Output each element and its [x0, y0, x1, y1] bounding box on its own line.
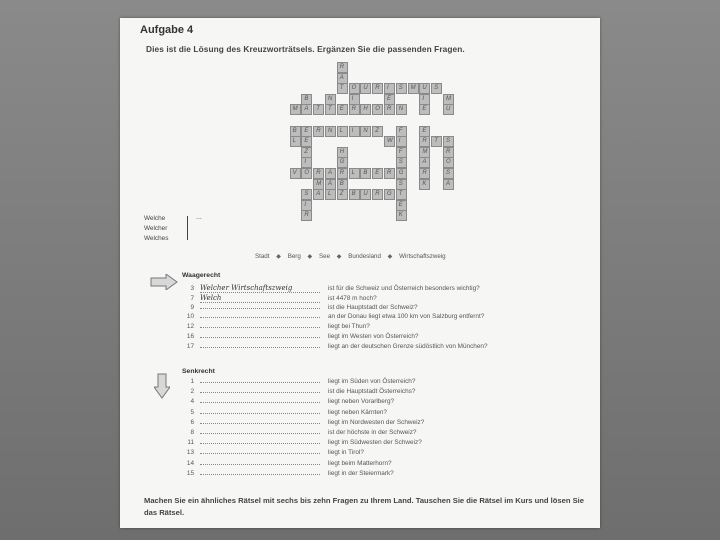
crossword-letter: S: [398, 85, 403, 92]
question-word: Welches: [144, 235, 169, 242]
crossword-letter: I: [398, 138, 401, 145]
answer-field[interactable]: [200, 474, 320, 475]
worksheet-page: [120, 18, 600, 528]
crossword-letter: U: [363, 191, 368, 198]
crossword-letter: A: [328, 180, 333, 187]
crossword-cell: [349, 126, 360, 137]
crossword-letter: M: [292, 106, 298, 113]
crossword-letter: E: [422, 127, 427, 134]
answer-field[interactable]: [200, 443, 320, 444]
crossword-letter: M: [316, 180, 322, 187]
crossword-letter: V: [292, 170, 297, 176]
clue-number: 1: [190, 378, 194, 385]
clue-row: [182, 388, 415, 397]
diamond-icon: ◆: [276, 253, 281, 260]
clue-row: [182, 333, 418, 342]
crossword-letter: G: [398, 170, 404, 176]
clue-number: 7: [190, 294, 194, 302]
answer-field[interactable]: Welch: [200, 294, 320, 303]
crossword-letter: E: [398, 201, 403, 208]
clue-row: [182, 409, 387, 418]
clue-number: 9: [190, 303, 194, 311]
crossword-letter: T: [328, 106, 332, 113]
clue-text: ist der höchste in der Schweiz?: [328, 429, 417, 436]
clue-text: liegt an der deutschen Grenze südöstlich von München?: [328, 342, 488, 350]
crossword-letter: N: [328, 95, 333, 102]
crossword-letter: A: [446, 180, 451, 187]
answer-field[interactable]: [200, 464, 320, 465]
crossword-letter: H: [363, 106, 368, 113]
crossword-letter: R: [304, 212, 309, 219]
crossword-letter: S: [304, 191, 309, 198]
clue-text: ist 4478 m hoch?: [328, 294, 377, 302]
question-word: Welcher: [144, 225, 168, 232]
legend-item: Berg: [287, 253, 301, 260]
crossword-letter: R: [446, 148, 451, 155]
crossword-letter: A: [304, 106, 309, 113]
crossword-cell: [384, 83, 395, 94]
crossword-letter: R: [339, 170, 345, 176]
crossword-letter: S: [398, 159, 403, 166]
clue-number: 12: [186, 323, 194, 331]
crossword-letter: I: [304, 159, 307, 166]
crossword-letter: A: [328, 170, 333, 176]
crossword-letter: R: [351, 106, 356, 113]
clue-row: [182, 294, 377, 303]
clue-number: 10: [186, 313, 194, 321]
crossword-letter: E: [387, 95, 392, 102]
crossword-letter: Z: [304, 148, 309, 155]
crossword-letter: T: [316, 106, 320, 113]
clue-row: [182, 429, 416, 438]
section-title-down: Senkrecht: [182, 368, 215, 375]
legend-item: Stadt: [255, 253, 270, 260]
answer-field[interactable]: [200, 327, 320, 328]
crossword-letter: H: [339, 148, 345, 155]
crossword-letter: S: [434, 85, 439, 92]
answer-field[interactable]: [200, 308, 320, 309]
clue-number: 14: [186, 459, 194, 467]
crossword-letter: E: [339, 106, 344, 113]
clue-row: [182, 304, 418, 313]
crossword-letter: O: [304, 170, 310, 176]
crossword-letter: F: [398, 148, 403, 155]
clue-number: 5: [190, 408, 194, 416]
answer-field[interactable]: [200, 337, 320, 338]
crossword-letter: T: [434, 138, 438, 145]
crossword-letter: E: [375, 170, 380, 176]
clue-row: [182, 398, 394, 407]
crossword-cell: [419, 94, 430, 105]
crossword-letter: F: [398, 127, 403, 134]
diamond-icon: ◆: [307, 253, 313, 260]
clue-text: liegt neben Vorarlberg?: [328, 398, 395, 406]
clue-text: ist für die Schweiz und Österreich besonders wichtig?: [328, 285, 480, 292]
clue-text: ist die Hauptstadt Österreichs?: [328, 388, 416, 396]
bracket-line: [187, 216, 188, 240]
crossword-letter: Z: [375, 127, 379, 134]
crossword-letter: S: [398, 180, 403, 187]
crossword-letter: B: [292, 127, 297, 134]
crossword-letter: B: [363, 170, 368, 176]
crossword-letter: K: [398, 212, 403, 219]
clue-number: 6: [190, 418, 194, 426]
crossword-letter: L: [292, 138, 296, 145]
ellipsis: ...: [196, 214, 202, 221]
clue-number: 8: [190, 429, 194, 436]
answer-field[interactable]: [200, 347, 320, 348]
answer-field[interactable]: [200, 453, 320, 454]
answer-field[interactable]: [200, 423, 320, 424]
crossword-letter: K: [422, 180, 427, 187]
crossword-letter: R: [316, 170, 321, 176]
crossword-letter: T: [339, 85, 344, 92]
crossword-letter: N: [363, 127, 368, 134]
answer-field[interactable]: [200, 413, 320, 414]
crossword-letter: L: [339, 127, 344, 134]
diamond-icon: ◆: [387, 253, 393, 260]
crossword-letter: O: [351, 85, 357, 92]
crossword-letter: B: [339, 180, 344, 187]
clue-number: 2: [190, 388, 194, 396]
category-legend: [255, 253, 446, 260]
clue-number: 16: [186, 333, 194, 340]
question-word-list: [144, 214, 168, 244]
clue-text: liegt im Westen von Österreich?: [328, 333, 419, 340]
crossword-letter: I: [387, 85, 389, 92]
clue-row: [182, 419, 424, 428]
answer-field[interactable]: [200, 382, 320, 383]
crossword-cell: [396, 136, 407, 147]
crossword-letter: U: [422, 85, 427, 92]
crossword-letter: U: [446, 106, 451, 113]
crossword-letter: G: [339, 159, 345, 166]
clue-row: [182, 470, 394, 479]
crossword-letter: L: [328, 191, 332, 198]
crossword-letter: B: [304, 95, 309, 102]
legend-item: See: [319, 253, 331, 260]
crossword-letter: I: [351, 127, 354, 134]
crossword-letter: G: [387, 191, 392, 198]
clue-row: [182, 323, 370, 332]
crossword-letter: M: [422, 148, 428, 155]
clue-text: liegt im Süden von Österreich?: [328, 378, 416, 385]
crossword-cell: [301, 157, 312, 168]
crossword-letter: E: [304, 138, 309, 145]
crossword-letter: S: [446, 170, 451, 176]
crossword-cell: [301, 200, 312, 211]
crossword-letter: R: [387, 106, 392, 113]
clue-number: 11: [187, 439, 194, 447]
crossword-letter: W: [387, 138, 393, 145]
crossword-letter: A: [316, 191, 321, 198]
answer-field[interactable]: Welcher Wirtschaftszweig: [200, 284, 320, 293]
question-word: Welche: [144, 215, 166, 222]
crossword-letter: I: [304, 201, 307, 208]
clue-number: 3: [190, 285, 194, 292]
clue-number: 4: [190, 398, 194, 406]
crossword-letter: N: [398, 106, 404, 113]
crossword-letter: M: [446, 95, 451, 102]
clue-row: [182, 343, 488, 352]
page-title: Aufgabe 4: [140, 24, 194, 36]
legend-item: Bundesland: [348, 253, 381, 260]
crossword-letter: E: [304, 127, 309, 134]
crossword-cell: [349, 94, 360, 105]
crossword-letter: A: [339, 74, 344, 81]
crossword-letter: T: [398, 191, 403, 198]
crossword-letter: I: [351, 95, 354, 102]
clue-text: ist die Hauptstadt der Schweiz?: [328, 303, 418, 311]
crossword-letter: N: [328, 127, 333, 134]
clue-number: 15: [186, 469, 194, 477]
crossword-letter: R: [316, 127, 321, 134]
crossword-letter: R: [387, 170, 392, 176]
clue-text: liegt neben Kärnten?: [328, 408, 387, 416]
arrow-down-icon: [154, 373, 170, 399]
answer-field[interactable]: [200, 317, 320, 318]
crossword-letter: L: [351, 170, 355, 176]
diamond-icon: ◆: [336, 253, 342, 260]
clue-row: [182, 460, 392, 469]
clue-number: 13: [186, 449, 194, 457]
clue-text: liegt beim Matterhorn?: [328, 459, 392, 467]
clue-text: liegt in Tirol?: [328, 449, 364, 457]
answer-field[interactable]: [200, 392, 320, 393]
crossword-letter: I: [422, 95, 425, 102]
legend-item: Wirtschaftszweig: [399, 253, 446, 260]
clue-row: [182, 313, 484, 322]
crossword-letter: O: [446, 159, 451, 166]
instructions: Dies ist die Lösung des Kreuzworträtsels. Ergänzen Sie die passenden Fragen.: [146, 44, 465, 54]
clue-text: liegt bei Thun?: [328, 323, 370, 331]
clue-row: [182, 439, 422, 448]
crossword-letter: Z: [339, 191, 344, 198]
clue-text: liegt in der Steiermark?: [328, 469, 394, 477]
crossword-letter: O: [375, 106, 380, 113]
crossword-letter: R: [375, 191, 380, 198]
arrow-right-icon: [150, 274, 178, 290]
crossword-letter: U: [363, 85, 368, 92]
clue-text: an der Donau liegt etwa 100 km von Salzburg entfernt?: [328, 313, 485, 321]
crossword-letter: R: [422, 138, 427, 145]
clue-row: [182, 378, 415, 387]
clue-text: liegt im Nordwesten der Schweiz?: [328, 418, 425, 426]
clue-text: liegt im Südwesten der Schweiz?: [328, 439, 422, 447]
footer-task: Machen Sie ein ähnliches Rätsel mit sechs bis zehn Fragen zu Ihrem Land. Tauschen Sie die Rätsel im Kurs und lösen Sie das Rätsel.: [144, 496, 584, 517]
crossword-letter: R: [422, 170, 427, 176]
crossword-letter: M: [410, 85, 416, 92]
clue-number: 17: [186, 342, 194, 350]
clue-row: [182, 449, 364, 458]
clue-row: [182, 284, 480, 293]
crossword-letter: R: [375, 85, 380, 92]
crossword-letter: R: [339, 64, 345, 70]
answer-field[interactable]: [200, 433, 320, 434]
crossword-letter: S: [446, 138, 451, 145]
crossword-letter: E: [422, 106, 427, 113]
answer-field[interactable]: [200, 402, 320, 403]
section-title-across: Waagerecht: [182, 272, 221, 279]
crossword-letter: B: [351, 191, 356, 198]
crossword-letter: A: [422, 159, 427, 166]
